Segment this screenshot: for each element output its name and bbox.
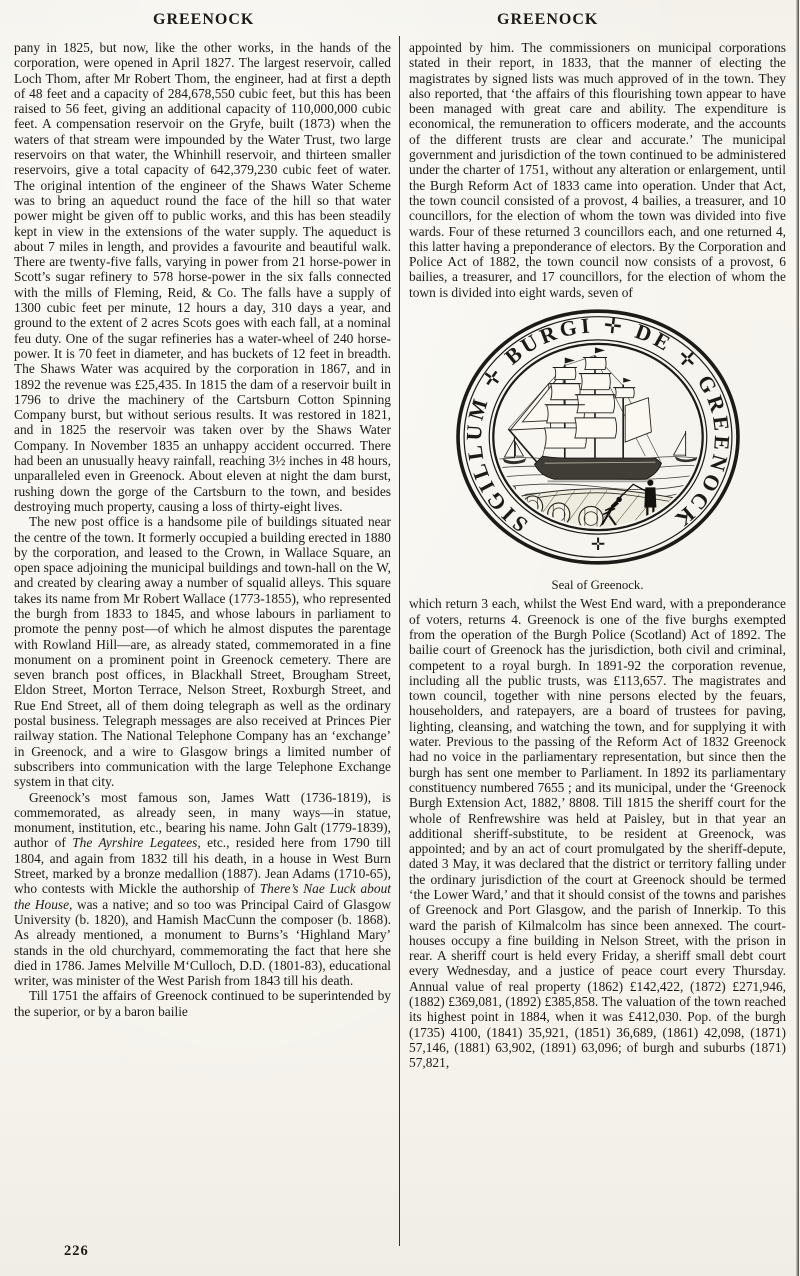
paragraph: appointed by him. The commissioners on municipal corporations stated in their report, in 1833, that the manner of electing the magistrates by signed lists was much approved of in the town. They also reported, that ‘the affairs of this flourishing town appear to have been managed with great care and ability. The expenditure is economical, the remuneration to officers moderate, and the accounts of the different trusts are clear and accurate.’ The municipal government and jurisdiction of the town continued to be administered under the charter of 1751, without any alteration or enlargement, until the Burgh Reform Act of 1833 came into operation. Under that Act, the town council consisted of a provost, 4 bailies, a treasurer, and 10 councillors, for the election of whom the town was divided into five wards. Four of these returned 3 councillors each, and one returned 4, this latter having a preponderance of electors. By the Corporation and Police Act of 1882, the town council now consists of a provost, 6 bailies, a treasurer, and 17 councillors, for the election of whom the town is divided into eight wards, seven of: [409, 40, 786, 300]
seal-caption: Seal of Greenock.: [551, 578, 644, 593]
small-boat-left: [502, 437, 526, 464]
left-text-column: [14, 40, 391, 1019]
seal-legend-text: SIGILLUM ✛ BURGI ✛ DE ✛ GREENOCK: [461, 313, 734, 537]
right-text-column: [409, 40, 786, 1071]
column-divider-rule: [399, 36, 400, 1246]
paragraph: Till 1751 the affairs of Greenock continued to be superintended by the superior, or by a baron bailie: [14, 988, 391, 1019]
running-head-right: GREENOCK: [497, 11, 599, 28]
page-scan-edge: [796, 0, 799, 1276]
page-number: 226: [64, 1243, 89, 1259]
paragraph: which return 3 each, whilst the West End ward, with a preponderance of voters, returns 4. Greenock is one of the five burghs exempted from the operation of the Burgh Police (Scotland) Act of 1892. The bailie court of Greenock has the jurisdiction, both civil and criminal, competent to a royal burgh. In 1891-92 the corporation revenue, including all the public trusts, was £113,657. The magistrates and town council, together with nine persons elected by the feuars, householders, and ratepayers, are a board of trustees for paving, lighting, cleansing, and watching the town, and for supplying it with water. Previous to the passing of the Reform Act of 1832 Greenock had no voice in the parliamentary representation, but since then the burgh has sent one member to Parliament. In 1892 its parliamentary constituency numbered 7655 ; and its municipal, under the ‘Greenock Burgh Extension Act, 1882,’ 8808. Till 1815 the sheriff court for the whole of Renfrewshire was held at Paisley, but in that year an additional sheriff-substitute, to be resident at Greenock, was appointed; and by an act of court promulgated by the sheriff-depute, dated 3 May, it was declared that the district or territory falling under the ordinary jurisdiction of the court at Greenock should be termed ‘the Lower Ward,’ and that it should consist of the towns and parishes of Greenock and Port Glasgow, and the parish of Innerkip. To this ward the parish of Kilmalcolm has since been annexed. The court-houses occupy a fine building in Nelson Street, with the prison in rear. A sheriff court is held every Friday, a sheriff small debt court every Wednesday, and a justice of peace court every Thursday. Annual value of real property (1862) £142,422, (1872) £271,946, (1882) £369,081, (1892) £385,858. The valuation of the town reached its highest point in 1884, when it was £412,030. Pop. of the burgh (1735) 4100, (1841) 35,921, (1851) 36,689, (1861) 42,098, (1871) 57,146, (1881) 63,902, (1891) 63,096; of burgh and suburbs (1871) 57,821,: [409, 596, 786, 1071]
running-head-left: GREENOCK: [153, 11, 255, 28]
paragraph: pany in 1825, but now, like the other works, in the hands of the corporation, were opened in April 1827. The largest reservoir, called Loch Thom, after Mr Robert Thom, the engineer, had at first a depth of 48 feet and a capacity of 284,678,550 cubic feet, but this has been raised to 56 feet, giving an additional capacity of 110,000,000 cubic feet. A compensation reservoir on the Gryfe, built (1873) when the waters of that stream were impounded by the Water Trust, two large reservoirs on that water, the Whinhill reservoir, and thirteen smaller reservoirs, give a total capacity of 642,379,230 cubic feet of water. The original intention of the engineer of the Shaws Water Scheme was to bring an aqueduct round the face of the hill so that water power might be given off to public works, and this has been steadily kept in view in the extensions of the water supply. The aqueduct is about 7 miles in length, and provides a favourite and beautiful walk. There are twenty-five falls, varying in power from 21 horse-power in Scott’s sugar refinery to 578 horse-power in the six falls connected with the mills of Fleming, Reid, & Co. The falls have a supply of 1300 cubic feet per minute, 12 hours a day, 310 days a year, and ground to the extent of 2 acres Scots goes with each fall, at a nominal feu duty. One of the sugar refineries has a water-wheel of 240 horse-power. It is 70 feet in diameter, and has buckets of 12 feet in breadth. The Shaws Water was acquired by the corporation in 1867, and in 1892 the revenue was £25,435. In 1815 the dam of a reservoir built in 1796 to drive the machinery of the Cartsburn Cotton Spinning Company burst, but without serious results. It was restored in 1821, and in 1825 the reservoir was taken over by the Shaws Water Company. In November 1835 an unhappy accident occurred. There had been an unusually heavy rainfall, reaching 3½ inches in 48 hours, unparalleled even in Greenock. About eleven at night the dam burst, rushing down the gorge of the Cartsburn to the town, and besides destroying much property, causing a loss of thirty-eight lives.: [14, 40, 391, 514]
three-masted-ship: [508, 347, 661, 479]
right-column-text-after-seal: [409, 596, 786, 1070]
paragraph: The new post office is a handsome pile of buildings situated near the centre of the town. It formerly occupied a building erected in 1880 by the corporation, and leased to the Crown, in Wallace Square, an open space adjoining the municipal buildings and town-hall on the W, and created by clearing away a number of squalid alleys. This square takes its name from Mr Robert Wallace (1773-1855), who represented the burgh from 1833 to 1845, and whose labours in parliament to promote the penny post—of which he almost disputes the parentage with Rowland Hill—are, as already stated, commemorated in a fine monument on a prominent point in Greenock cemetery. There are seven branch post offices, in Blackhall Street, Brougham Street, Eldon Street, Morton Terrace, Nelson Street, Roxburgh Street, and Rue End Street, all of them doing telegraph as well as the ordinary postal business. Telegraph messages are also received at Princes Pier railway station. The National Telephone Company has an ‘exchange’ in Greenock, and a wire to Glasgow brings a limited number of subscribers into communication with the large Telephone Exchange system in that city.: [14, 514, 391, 790]
seal-of-greenock-figure: [452, 305, 744, 593]
paragraph: Greenock’s most famous son, James Watt (1736-1819), is commemorated, as already seen, in many ways—in statue, monument, institution, etc., bearing his name. John Galt (1779-1839), author of The Ayrshire Legatees, etc., resided here from 1790 till 1804, and again from 1832 till his death, in a house in West Burn Street, marked by a bronze medallion (1887). Jean Adams (1710-65), who contests with Mickle the authorship of There’s Nae Luck about the House, was a native; and so too was Principal Caird of Glasgow University (b. 1820), and Hamish MacCunn the composer (b. 1868). As already mentioned, a monument to Burns’s ‘Highland Mary’ stands in the old churchyard, commemorating the fact that here she died in 1786. James Melville M‘Culloch, D.D. (1801-83), educational writer, was minister of the West Parish from 1843 till his death.: [14, 789, 392, 989]
seal-of-greenock-engraving: [452, 305, 744, 569]
right-column-text-before-seal: [409, 40, 786, 300]
seal-legend-bottom-cross: ✛: [590, 534, 605, 554]
